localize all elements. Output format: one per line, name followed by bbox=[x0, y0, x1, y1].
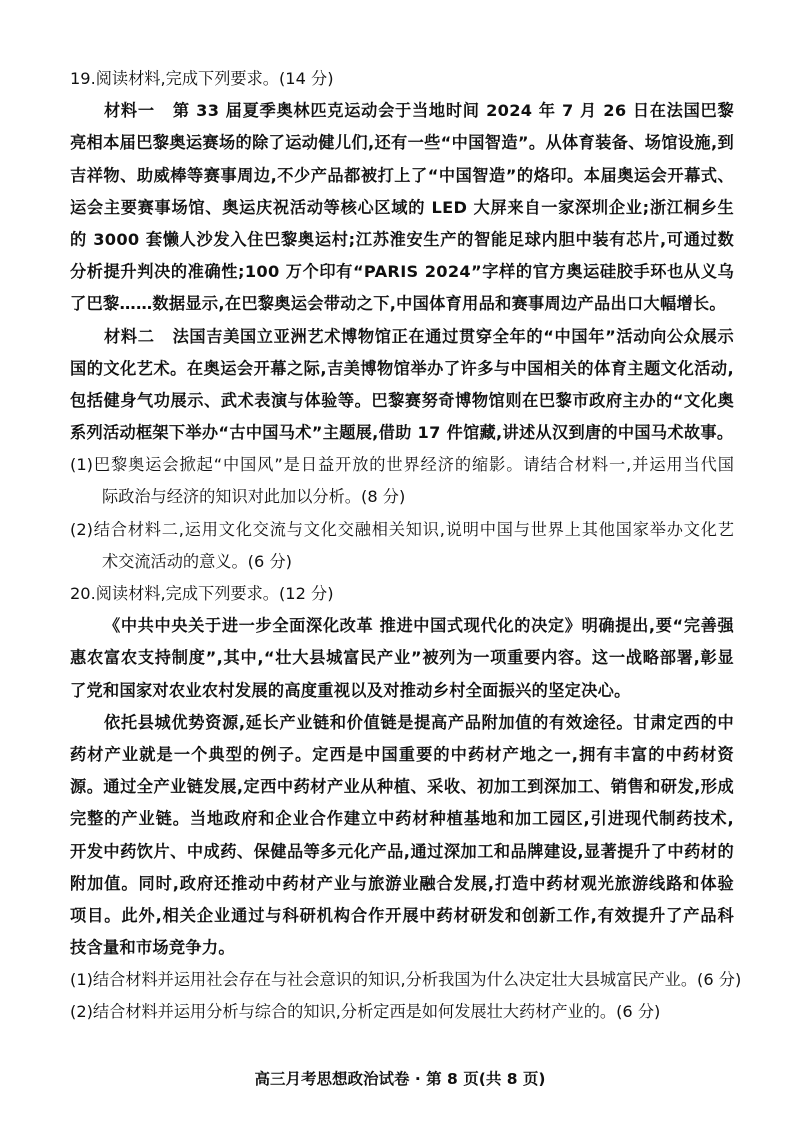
line-text: 术交流活动的意义。(6 分) bbox=[102, 551, 292, 571]
text-line bbox=[70, 900, 734, 932]
text-line bbox=[70, 321, 734, 353]
exam-page-content bbox=[70, 63, 742, 1029]
material-2 bbox=[70, 321, 734, 450]
line-text: 完整的产业链。当地政府和企业合作建立中药材种植基地和加工园区,引进现代制药技术, bbox=[70, 809, 734, 829]
line-text: 法国吉美国立亚洲艺术博物馆正在通过贯穿全年的“中国年”活动向公众展示 bbox=[172, 326, 734, 346]
material-20-p2 bbox=[70, 707, 734, 965]
line-text: 源。通过全产业链发展,定西中药材产业从种植、采收、初加工到深加工、销售和研发,形成 bbox=[70, 777, 734, 797]
line-text: 了巴黎……数据显示,在巴黎奥运会带动之下,中国体育用品和赛事周边产品出口大幅增长。 bbox=[70, 294, 726, 314]
material-label: 材料二 bbox=[104, 326, 155, 346]
text-line bbox=[70, 385, 734, 417]
line-text: (2)结合材料并运用分析与综合的知识,分析定西是如何发展壮大药材产业的。(6 分) bbox=[70, 1002, 661, 1022]
line-text: 项目。此外,相关企业通过与科研机构合作开展中药材研发和创新工作,有效提升了产品科 bbox=[70, 905, 734, 925]
line-text: 的 3000 套懒人沙发入住巴黎奥运村;江苏淮安生产的智能足球内胆中装有芯片,可通过数 bbox=[70, 229, 734, 249]
text-line bbox=[70, 803, 734, 835]
line-text: 《中共中央关于进一步全面深化改革 推进中国式现代化的决定》明确提出,要“完善强 bbox=[104, 616, 734, 636]
line-text: 系列活动框架下举办“古中国马术”主题展,借助 17 件馆藏,讲述从汉到唐的中国马术故事。 bbox=[70, 423, 734, 443]
question-19-1 bbox=[70, 449, 734, 513]
text-line bbox=[70, 610, 734, 642]
line-text: 19.阅读材料,完成下列要求。(14 分) bbox=[70, 69, 334, 88]
material-1 bbox=[70, 95, 734, 320]
text-line bbox=[70, 868, 734, 900]
question-20-2 bbox=[70, 996, 734, 1028]
line-text: 分析提升判决的准确性;100 万个印有“PARIS 2024”字样的官方奥运硅胶手环也从义乌 bbox=[70, 262, 734, 282]
question-19-2 bbox=[70, 514, 734, 578]
line-text: (1)巴黎奥运会掀起“中国风”是日益开放的世界经济的缩影。请结合材料一,并运用当代国 bbox=[70, 455, 734, 475]
line-text: 附加值。同时,政府还推动中药材产业与旅游业融合发展,打造中药材观光旅游线路和体验 bbox=[70, 873, 734, 893]
line-text: 吉祥物、助威棒等赛事周边,不少产品都被打上了“中国智造”的烙印。本届奥运会开幕式、 bbox=[70, 165, 734, 185]
line-text: 药材产业就是一个典型的例子。定西是中国重要的中药材产地之一,拥有丰富的中药材资 bbox=[70, 744, 734, 764]
text-line bbox=[70, 578, 734, 610]
text-line bbox=[70, 707, 734, 739]
text-line bbox=[70, 256, 734, 288]
line-text: (2)结合材料二,运用文化交流与文化交融相关知识,说明中国与世界上其他国家举办文化艺 bbox=[70, 519, 734, 539]
text-line bbox=[70, 127, 734, 159]
text-line bbox=[70, 481, 734, 513]
text-line bbox=[70, 95, 734, 127]
text-line bbox=[70, 192, 734, 224]
text-line bbox=[70, 288, 734, 320]
text-line bbox=[70, 417, 734, 449]
question-20-1 bbox=[70, 964, 742, 996]
text-line bbox=[70, 546, 734, 578]
text-line bbox=[70, 739, 734, 771]
line-text: 了党和国家对农业农村发展的高度重视以及对推动乡村全面振兴的坚定决心。 bbox=[70, 680, 631, 700]
line-text: 20.阅读材料,完成下列要求。(12 分) bbox=[70, 584, 334, 603]
material-20-p1 bbox=[70, 610, 734, 707]
line-text: 运会主要赛事场馆、奥运庆祝活动等核心区域的 LED 大屏来自一家深圳企业;浙江桐乡生 bbox=[70, 197, 734, 217]
line-text: 第 33 届夏季奥林匹克运动会于当地时间 2024 年 7 月 26 日在法国巴黎 bbox=[172, 101, 734, 121]
material-label: 材料一 bbox=[104, 101, 155, 121]
text-line bbox=[70, 932, 734, 964]
text-line bbox=[70, 675, 734, 707]
text-line bbox=[70, 514, 734, 546]
page-footer: 高三月考思想政治试卷 · 第 8 页(共 8 页) bbox=[254, 1070, 546, 1088]
text-line bbox=[70, 964, 742, 996]
text-line bbox=[70, 771, 734, 803]
line-text: 惠农富农支持制度”,其中,“壮大县城富民产业”被列为一项重要内容。这一战略部署,彰显 bbox=[70, 648, 734, 668]
question-19-title bbox=[70, 63, 734, 95]
text-line bbox=[70, 642, 734, 674]
text-line bbox=[70, 996, 734, 1028]
line-text: 包括健身气功展示、武术表演与体验等。巴黎赛努奇博物馆则在巴黎市政府主办的“文化奥 bbox=[70, 390, 734, 410]
line-text: (1)结合材料并运用社会存在与社会意识的知识,分析我国为什么决定壮大县城富民产业。(6 分) bbox=[70, 970, 742, 990]
text-line bbox=[70, 449, 734, 481]
line-text: 依托县城优势资源,延长产业链和价值链是提高产品附加值的有效途径。甘肃定西的中 bbox=[104, 712, 734, 732]
text-line bbox=[70, 160, 734, 192]
text-line bbox=[70, 836, 734, 868]
line-text: 亮相本届巴黎奥运赛场的除了运动健儿们,还有一些“中国智造”。从体育装备、场馆设施,到 bbox=[70, 133, 734, 153]
question-20-title bbox=[70, 578, 734, 610]
line-text: 技含量和市场竞争力。 bbox=[70, 938, 235, 958]
line-text: 际政治与经济的知识对此加以分析。(8 分) bbox=[102, 487, 406, 507]
text-line bbox=[70, 353, 734, 385]
text-line bbox=[70, 63, 734, 95]
line-text: 开发中药饮片、中成药、保健品等多元化产品,通过深加工和品牌建设,显著提升了中药材的 bbox=[70, 841, 734, 861]
text-line bbox=[70, 224, 734, 256]
line-text: 国的文化艺术。在奥运会开幕之际,吉美博物馆举办了许多与中国相关的体育主题文化活动, bbox=[70, 358, 734, 378]
